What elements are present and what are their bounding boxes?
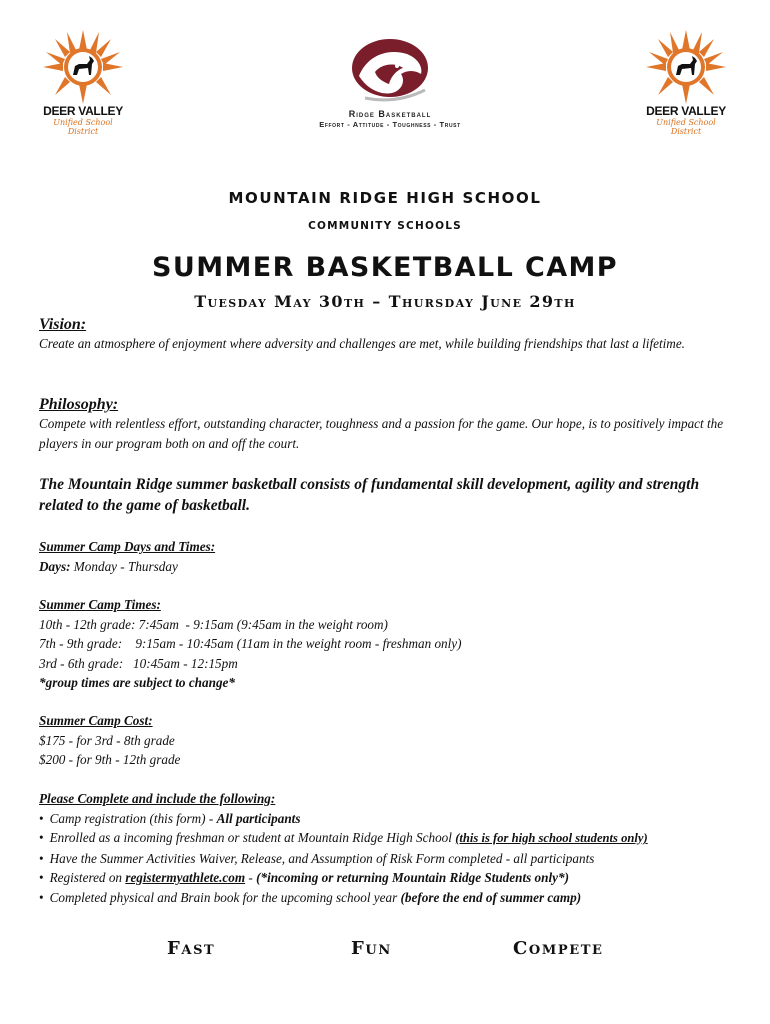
list-item	[39, 828, 729, 849]
panther-icon	[345, 36, 435, 102]
district-subtitle: Unified School District	[53, 118, 113, 136]
times-line: 10th - 12th grade: 7:45am - 9:15am (9:45am in the weight room)	[39, 616, 388, 632]
camp-summary	[39, 474, 719, 516]
philosophy-text: Compete with relentless effort, outstanding character, toughness and a passion for the game. Our hope, is to positively impact the players in our program both on and off the court.	[39, 416, 724, 451]
cost-line: $200 - for 9th - 12th grade	[39, 752, 181, 767]
item-text: -	[245, 870, 257, 885]
item-text: Camp registration (this form) -	[49, 810, 217, 826]
item-emphasis: (this is for high school students only)	[455, 831, 648, 845]
sun-deer-icon	[41, 28, 125, 106]
times-line: 3rd - 6th grade: 10:45am - 12:15pm	[39, 655, 238, 671]
register-link[interactable]: registermyathlete.com	[125, 870, 246, 885]
item-emphasis: (before the end of summer camp)	[400, 889, 582, 905]
days-heading: Summer Camp Days and Times:	[39, 539, 216, 554]
list-item	[39, 849, 729, 869]
vision-heading: Vision:	[39, 316, 87, 333]
list-item	[39, 809, 729, 829]
times-line: 7th - 9th grade: 9:15am - 10:45am (11am in the weight room - freshman only)	[39, 636, 462, 651]
days-value: Monday - Thursday	[73, 558, 178, 574]
footer-fast: Fast	[167, 938, 216, 959]
ridge-basketball-name: Ridge Basketball	[348, 109, 432, 119]
district-name: DEER VALLEY	[646, 104, 726, 118]
district-subtitle: Unified School District	[656, 118, 716, 136]
days-section	[39, 537, 729, 576]
ridge-basketball-logo	[290, 36, 490, 128]
list-item	[39, 868, 729, 888]
days-line	[39, 557, 729, 577]
item-text: Completed physical and Brain book for the upcoming school year	[49, 889, 401, 905]
requirements-list	[39, 809, 729, 908]
deer-valley-logo-left	[38, 28, 128, 138]
cost-line: $175 - for 3rd - 8th grade	[39, 732, 175, 748]
summary-text: The Mountain Ridge summer basketball consists of fundamental skill development, agility and strength related to the game of basketball.	[39, 476, 700, 514]
community-schools: COMMUNITY SCHOOLS	[308, 220, 462, 232]
item-text: Registered on	[49, 870, 126, 885]
times-section	[39, 595, 729, 693]
item-text: Have the Summer Activities Waiver, Release, and Assumption of Risk Form completed - all participants	[49, 850, 595, 866]
district-name: DEER VALLEY	[43, 104, 123, 118]
times-note: *group times are subject to change*	[39, 675, 235, 690]
item-emphasis: All participants	[216, 810, 301, 826]
page-title: SUMMER BASKETBALL CAMP	[152, 252, 618, 283]
cost-heading: Summer Camp Cost:	[39, 713, 153, 728]
deer-valley-logo-right	[641, 28, 731, 138]
sun-deer-icon	[644, 28, 728, 106]
philosophy-heading: Philosophy:	[39, 396, 119, 413]
ridge-motto: Effort - Attitude - Toughness - Trust	[319, 120, 461, 129]
days-label: Days:	[39, 558, 71, 574]
times-heading: Summer Camp Times:	[39, 597, 161, 612]
list-item	[39, 888, 729, 908]
requirements-section	[39, 789, 729, 907]
cost-section	[39, 711, 729, 770]
philosophy-section	[39, 396, 729, 454]
footer-compete: Compete	[513, 938, 604, 959]
item-emphasis: (*incoming or returning Mountain Ridge Students only*)	[256, 870, 569, 885]
item-text: Enrolled as a incoming freshman or student at Mountain Ridge High School	[49, 830, 456, 845]
school-name: MOUNTAIN RIDGE HIGH SCHOOL	[228, 189, 542, 207]
camp-dates: Tuesday May 30th – Thursday June 29th	[194, 292, 576, 311]
requirements-heading: Please Complete and include the following:	[39, 791, 276, 806]
vision-section	[39, 316, 729, 354]
footer-fun: Fun	[351, 938, 392, 959]
vision-text: Create an atmosphere of enjoyment where adversity and challenges are met, while building friendships that last a lifetime.	[39, 336, 685, 351]
